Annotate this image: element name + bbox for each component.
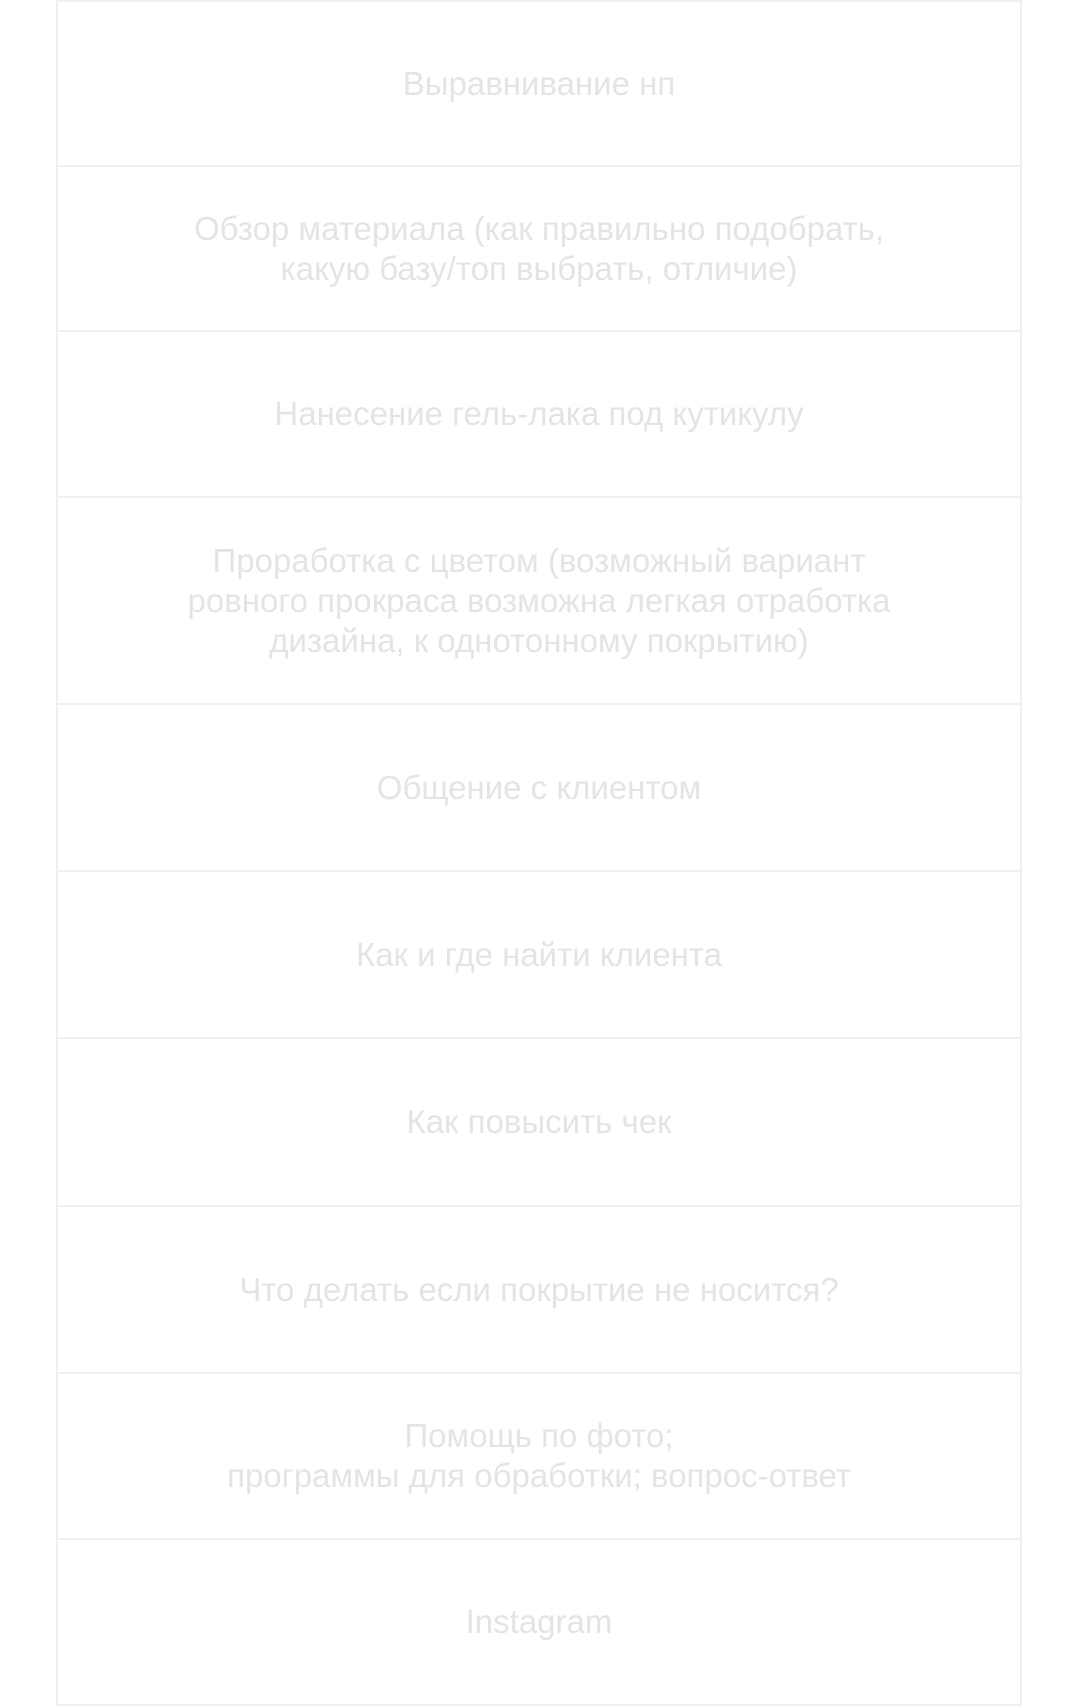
topic-row [58, 870, 1020, 1037]
topic-row [58, 1538, 1020, 1706]
topic-row [58, 496, 1020, 703]
topic-row [58, 1205, 1020, 1372]
topic-label: Проработка с цветом (возможный вариант ровного прокраса возможна легкая отработка дизайна, к однотонному покрытию) [187, 541, 891, 659]
topic-label: Нанесение гель-лака под кутикулу [274, 395, 804, 432]
topic-label: Что делать если покрытие не носится? [239, 1270, 839, 1308]
topic-row [58, 1037, 1020, 1205]
topic-label: Как повысить чек [406, 1103, 672, 1140]
topic-row [58, 165, 1020, 330]
topic-label: Как и где найти клиента [355, 935, 722, 973]
topic-label: Обзор материала (как правильно подобрать, какую базу/топ выбрать, отличие) [193, 209, 885, 287]
topic-row [58, 0, 1020, 165]
topic-row [58, 330, 1020, 496]
topic-label: Помощь по фото; программы для обработки; вопрос-ответ [227, 1417, 851, 1494]
topic-label: Выравнивание нп [402, 64, 676, 102]
course-topics-table [56, 0, 1022, 1706]
topic-row [58, 1372, 1020, 1538]
topic-label: Instagram [465, 1603, 613, 1640]
topic-label: Общение с клиентом [376, 768, 702, 806]
topic-row [58, 703, 1020, 870]
